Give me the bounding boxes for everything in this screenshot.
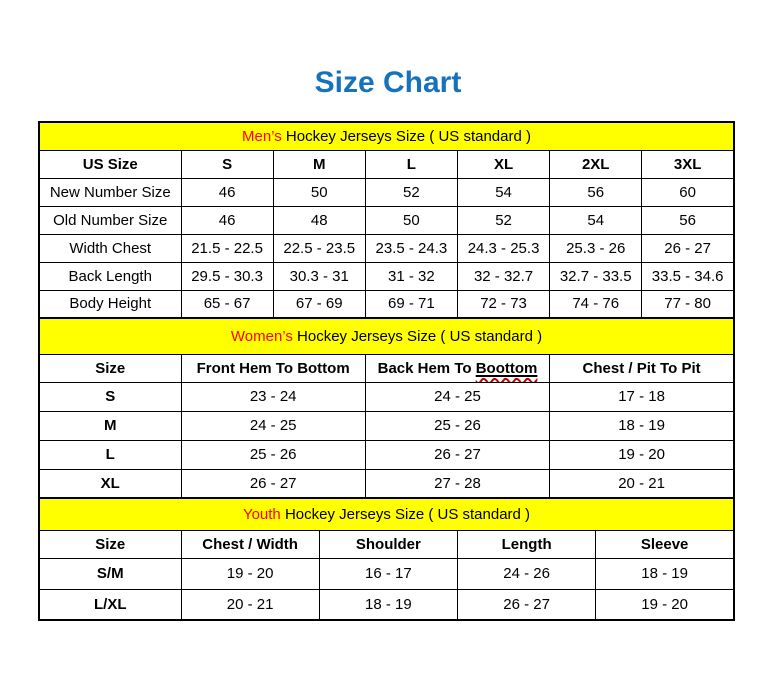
row-label: L/XL [39,589,181,620]
section-heading-highlight: Men’s [241,127,282,145]
size-cell: 50 [365,206,457,234]
womens-size-table [38,317,735,499]
row-label: XL [39,469,181,498]
table-row [39,262,734,290]
column-header: Chest / Pit To Pit [550,354,734,382]
table-row [39,440,734,469]
column-header: Size [39,354,181,382]
youth-header-row [39,530,734,558]
size-cell: 32 - 32.7 [457,262,549,290]
youth-section-heading [39,498,734,530]
youth-heading-row [39,498,734,530]
column-header: Shoulder [319,530,457,558]
column-header: XL [457,150,549,178]
size-cell: 77 - 80 [642,290,734,318]
column-header-prefix: Back Hem To [377,359,476,377]
column-header: 3XL [642,150,734,178]
mens-header-row [39,150,734,178]
size-cell: 46 [181,206,273,234]
size-cell: 24 - 25 [365,382,549,411]
size-cell: 65 - 67 [181,290,273,318]
size-cell: 29.5 - 30.3 [181,262,273,290]
table-row [39,469,734,498]
row-label: Width Chest [39,234,181,262]
size-cell: 20 - 21 [181,589,319,620]
size-cell: 69 - 71 [365,290,457,318]
row-label: Back Length [39,262,181,290]
size-cell: 54 [550,206,642,234]
size-cell: 18 - 19 [550,411,734,440]
size-cell: 46 [181,178,273,206]
column-header [365,354,549,382]
size-cell: 19 - 20 [181,558,319,589]
column-header: Front Hem To Bottom [181,354,365,382]
size-cell: 24 - 25 [181,411,365,440]
column-header: Size [39,530,181,558]
size-cell: 74 - 76 [550,290,642,318]
size-cell: 23.5 - 24.3 [365,234,457,262]
size-cell: 25 - 26 [181,440,365,469]
size-cell: 23 - 24 [181,382,365,411]
row-label: Body Height [39,290,181,318]
row-label: New Number Size [39,178,181,206]
size-cell: 50 [273,178,365,206]
mens-section-heading [39,122,734,150]
size-cell: 19 - 20 [550,440,734,469]
size-cell: 21.5 - 22.5 [181,234,273,262]
womens-header-row [39,354,734,382]
table-row [39,589,734,620]
size-cell: 17 - 18 [550,382,734,411]
size-cell: 25.3 - 26 [550,234,642,262]
size-cell: 67 - 69 [273,290,365,318]
column-header: S [181,150,273,178]
table-row [39,178,734,206]
womens-heading-row [39,318,734,354]
size-cell: 52 [457,206,549,234]
column-header: Chest / Width [181,530,319,558]
youth-size-table [38,497,735,621]
section-heading-text: Hockey Jerseys Size ( US standard ) [292,327,543,345]
row-label: M [39,411,181,440]
size-cell: 26 - 27 [365,440,549,469]
row-label: Old Number Size [39,206,181,234]
size-cell: 33.5 - 34.6 [642,262,734,290]
size-cell: 26 - 27 [642,234,734,262]
size-cell: 25 - 26 [365,411,549,440]
size-cell: 30.3 - 31 [273,262,365,290]
mens-heading-row [39,122,734,150]
column-header: US Size [39,150,181,178]
size-cell: 31 - 32 [365,262,457,290]
table-row [39,234,734,262]
size-cell: 24 - 26 [458,558,596,589]
misspelled-word: Boottom [475,359,538,377]
column-header: Sleeve [596,530,734,558]
table-row [39,290,734,318]
table-row [39,558,734,589]
section-heading-highlight: Women’s [230,327,293,345]
size-cell: 60 [642,178,734,206]
table-row [39,206,734,234]
size-cell: 22.5 - 23.5 [273,234,365,262]
size-cell: 56 [550,178,642,206]
size-tables [38,121,735,621]
size-cell: 32.7 - 33.5 [550,262,642,290]
mens-size-table [38,121,735,319]
column-header: 2XL [550,150,642,178]
size-cell: 26 - 27 [181,469,365,498]
section-heading-text: Hockey Jerseys Size ( US standard ) [280,505,531,523]
section-heading-highlight: Youth [242,505,281,523]
table-row [39,411,734,440]
size-cell: 54 [457,178,549,206]
size-cell: 56 [642,206,734,234]
size-cell: 24.3 - 25.3 [457,234,549,262]
table-row [39,382,734,411]
column-header: Length [458,530,596,558]
size-cell: 19 - 20 [596,589,734,620]
size-cell: 18 - 19 [319,589,457,620]
womens-section-heading [39,318,734,354]
page-title: Size Chart [314,66,462,99]
row-label: S [39,382,181,411]
size-cell: 18 - 19 [596,558,734,589]
column-header: M [273,150,365,178]
size-cell: 26 - 27 [458,589,596,620]
size-cell: 20 - 21 [550,469,734,498]
section-heading-text: Hockey Jerseys Size ( US standard ) [281,127,531,145]
row-label: S/M [39,558,181,589]
size-cell: 48 [273,206,365,234]
size-cell: 16 - 17 [319,558,457,589]
column-header: L [365,150,457,178]
size-cell: 27 - 28 [365,469,549,498]
spellcheck-squiggle [476,360,538,377]
row-label: L [39,440,181,469]
size-cell: 72 - 73 [457,290,549,318]
size-cell: 52 [365,178,457,206]
